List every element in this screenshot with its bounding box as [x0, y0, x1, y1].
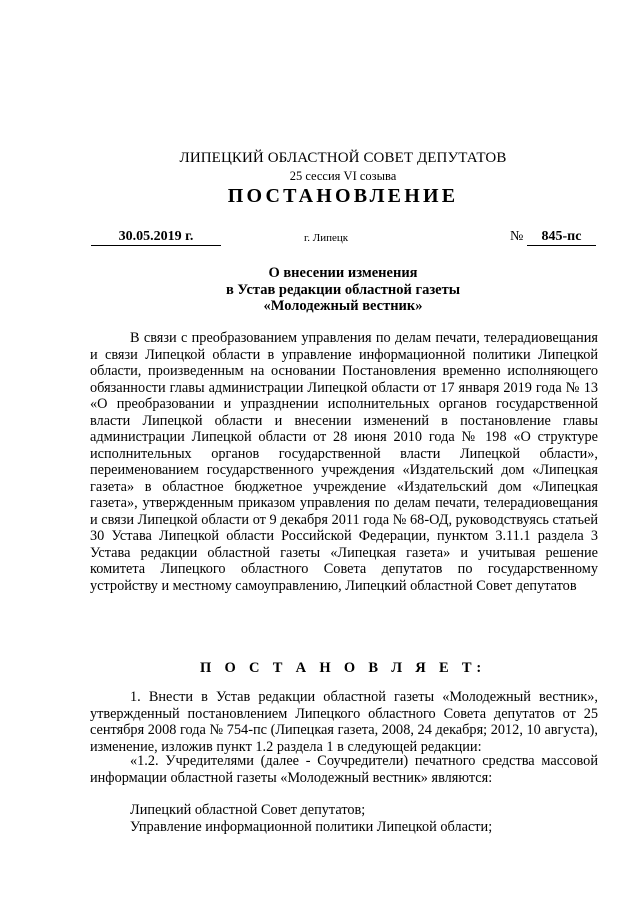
session-info: 25 сессия VI созыва	[289, 169, 397, 183]
document-city: г. Липецк	[304, 232, 349, 244]
number-label: №	[510, 229, 524, 244]
quoted-clause-paragraph: «1.2. Учредителями (далее - Соучредители) печатного средства массовой информации областной газеты «Молодежный вестник» являются:	[90, 753, 598, 786]
founder-item: Липецкий областной Совет депутатов;	[130, 802, 366, 818]
resolves-heading: П О С Т А Н О В Л Я Е Т:	[200, 660, 486, 676]
document-date: 30.05.2019 г.	[91, 228, 221, 246]
subject-line: в Устав редакции областной газеты	[225, 281, 461, 298]
document-number: 845-пс	[527, 228, 596, 246]
council-name: ЛИПЕЦКИЙ ОБЛАСТНОЙ СОВЕТ ДЕПУТАТОВ	[179, 150, 507, 166]
subject-line: «Молодежный вестник»	[263, 298, 423, 314]
document-subject	[0, 265, 640, 315]
document-type-title: ПОСТАНОВЛЕНИЕ	[227, 185, 459, 207]
preamble-paragraph: В связи с преобразованием управления по делам печати, телерадиовещания и связи Липецкой области в управление информационной политики Липецкой области, произведенным на основании Постановления временно исполняющего обязанности главы администрации Липецкой области от 17 января 2019 года № 13 «О преобразовании и упразднении исполнительных органов государственной власти Липецкой области и внесении изменений в постановление главы администрации Липецкой области от 28 июня 2010 года № 198 «О структуре исполнительных органов государственной власти Липецкой области», переименованием государственного учреждения «Издательский дом «Липецкая газета» в областное бюджетное учреждение «Издательский дом «Липецкая газета», утвержденным приказом управления по делам печати, телерадиовещания и связи Липецкой области от 9 декабря 2011 года № 68-ОД, руководствуясь статьей 30 Устава Липецкой области Российской Федерации, пунктом 3.11.1 раздела 3 Устава редакции областной газеты «Липецкая газета» и учитывая решение комитета Липецкого областного Совета депутатов по государственному устройству и местному самоуправлению, Липецкий областной Совет депутатов	[90, 330, 598, 594]
subject-line: О внесении изменения	[268, 265, 418, 281]
founder-item: Управление информационной политики Липецкой области;	[130, 819, 493, 835]
item-1-paragraph: 1. Внести в Устав редакции областной газеты «Молодежный вестник», утвержденный постановлением Липецкого областного Совета депутатов от 25 сентября 2008 года № 754-пс (Липецкая газета, 2008, 24 декабря; 2012, 10 августа), изменение, изложив пункт 1.2 раздела 1 в следующей редакции:	[90, 689, 598, 755]
